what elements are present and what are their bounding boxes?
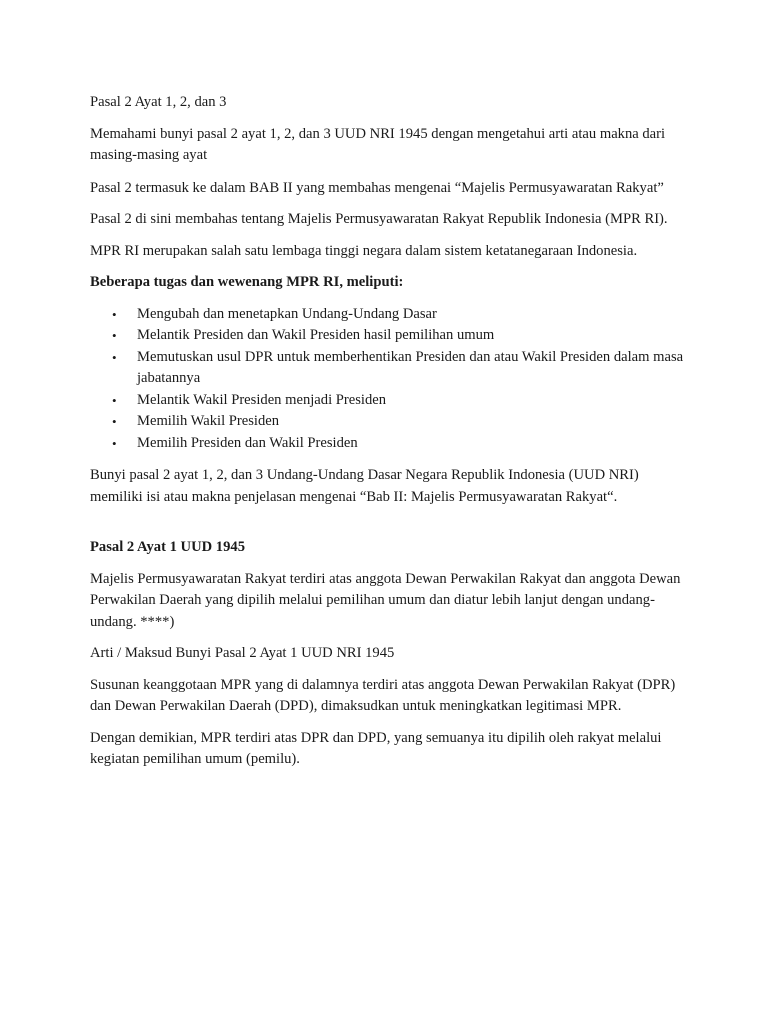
list-item bbox=[90, 390, 688, 412]
closing-intro-paragraph: Bunyi pasal 2 ayat 1, 2, dan 3 Undang-Undang Dasar Negara Republik Indonesia (UUD NRI) memiliki isi atau makna penjelasan mengenai “Bab II: Majelis Permusyawaratan Rakyat“. bbox=[90, 467, 639, 505]
list-item bbox=[90, 411, 688, 433]
tasks-list bbox=[90, 304, 688, 455]
bullet-icon: • bbox=[112, 349, 117, 365]
section-text: Majelis Permusyawaratan Rakyat terdiri atas anggota Dewan Perwakilan Rakyat dan anggota Dewan Perwakilan Daerah yang dipilih melalui pemilihan umum dan diatur lebih lanjut dengan undang-undang. ****) bbox=[90, 570, 681, 630]
list-item-text: Mengubah dan menetapkan Undang-Undang Dasar bbox=[137, 305, 437, 322]
intro-paragraph-4: MPR RI merupakan salah satu lembaga tinggi negara dalam sistem ketatanegaraan Indonesia. bbox=[90, 242, 638, 259]
intro-paragraph-3: Pasal 2 di sini membahas tentang Majelis Permusyawaratan Rakyat Republik Indonesia (MPR RI). bbox=[90, 211, 668, 227]
section-heading: Pasal 2 Ayat 1 UUD 1945 bbox=[90, 539, 245, 555]
blank-line bbox=[90, 518, 688, 537]
list-item-text: Melantik Wakil Presiden menjadi Presiden bbox=[137, 391, 387, 408]
bullet-icon: • bbox=[112, 392, 117, 408]
meaning-paragraph-2: Dengan demikian, MPR terdiri atas DPR dan DPD, yang semuanya itu dipilih oleh rakyat melalui kegiatan pemilihan umum (pemilu). bbox=[90, 729, 662, 767]
intro-paragraph-2: Pasal 2 termasuk ke dalam BAB II yang membahas mengenai “Majelis Permusyawaratan Rakyat” bbox=[90, 179, 664, 196]
list-item-text: Memutuskan usul DPR untuk memberhentikan Presiden dan atau Wakil Presiden dalam masa jabatannya bbox=[137, 348, 684, 386]
list-item-text: Memilih Presiden dan Wakil Presiden bbox=[137, 434, 358, 451]
meaning-paragraph-1: Susunan keanggotaan MPR yang di dalamnya terdiri atas anggota Dewan Perwakilan Rakyat (DPR) dan Dewan Perwakilan Daerah (DPD), dimaksudkan untuk meningkatkan legitimasi MPR. bbox=[90, 676, 676, 714]
list-item bbox=[90, 433, 688, 455]
list-item-text: Melantik Presiden dan Wakil Presiden hasil pemilihan umum bbox=[137, 327, 495, 343]
bullet-icon: • bbox=[112, 414, 117, 429]
bullet-icon: • bbox=[112, 306, 117, 322]
tasks-heading: Beberapa tugas dan wewenang MPR RI, meliputi: bbox=[90, 274, 404, 290]
bullet-icon: • bbox=[112, 328, 117, 343]
meaning-title: Arti / Maksud Bunyi Pasal 2 Ayat 1 UUD NRI 1945 bbox=[90, 645, 395, 661]
document-heading: Pasal 2 Ayat 1, 2, dan 3 bbox=[90, 94, 227, 110]
list-item-text: Memilih Wakil Presiden bbox=[137, 413, 280, 429]
list-item bbox=[90, 304, 688, 326]
intro-paragraph-1: Memahami bunyi pasal 2 ayat 1, 2, dan 3 UUD NRI 1945 dengan mengetahui arti atau makna dari masing-masing ayat bbox=[90, 125, 666, 163]
list-item bbox=[90, 347, 688, 390]
list-item bbox=[90, 325, 688, 347]
bullet-icon: • bbox=[112, 435, 117, 451]
